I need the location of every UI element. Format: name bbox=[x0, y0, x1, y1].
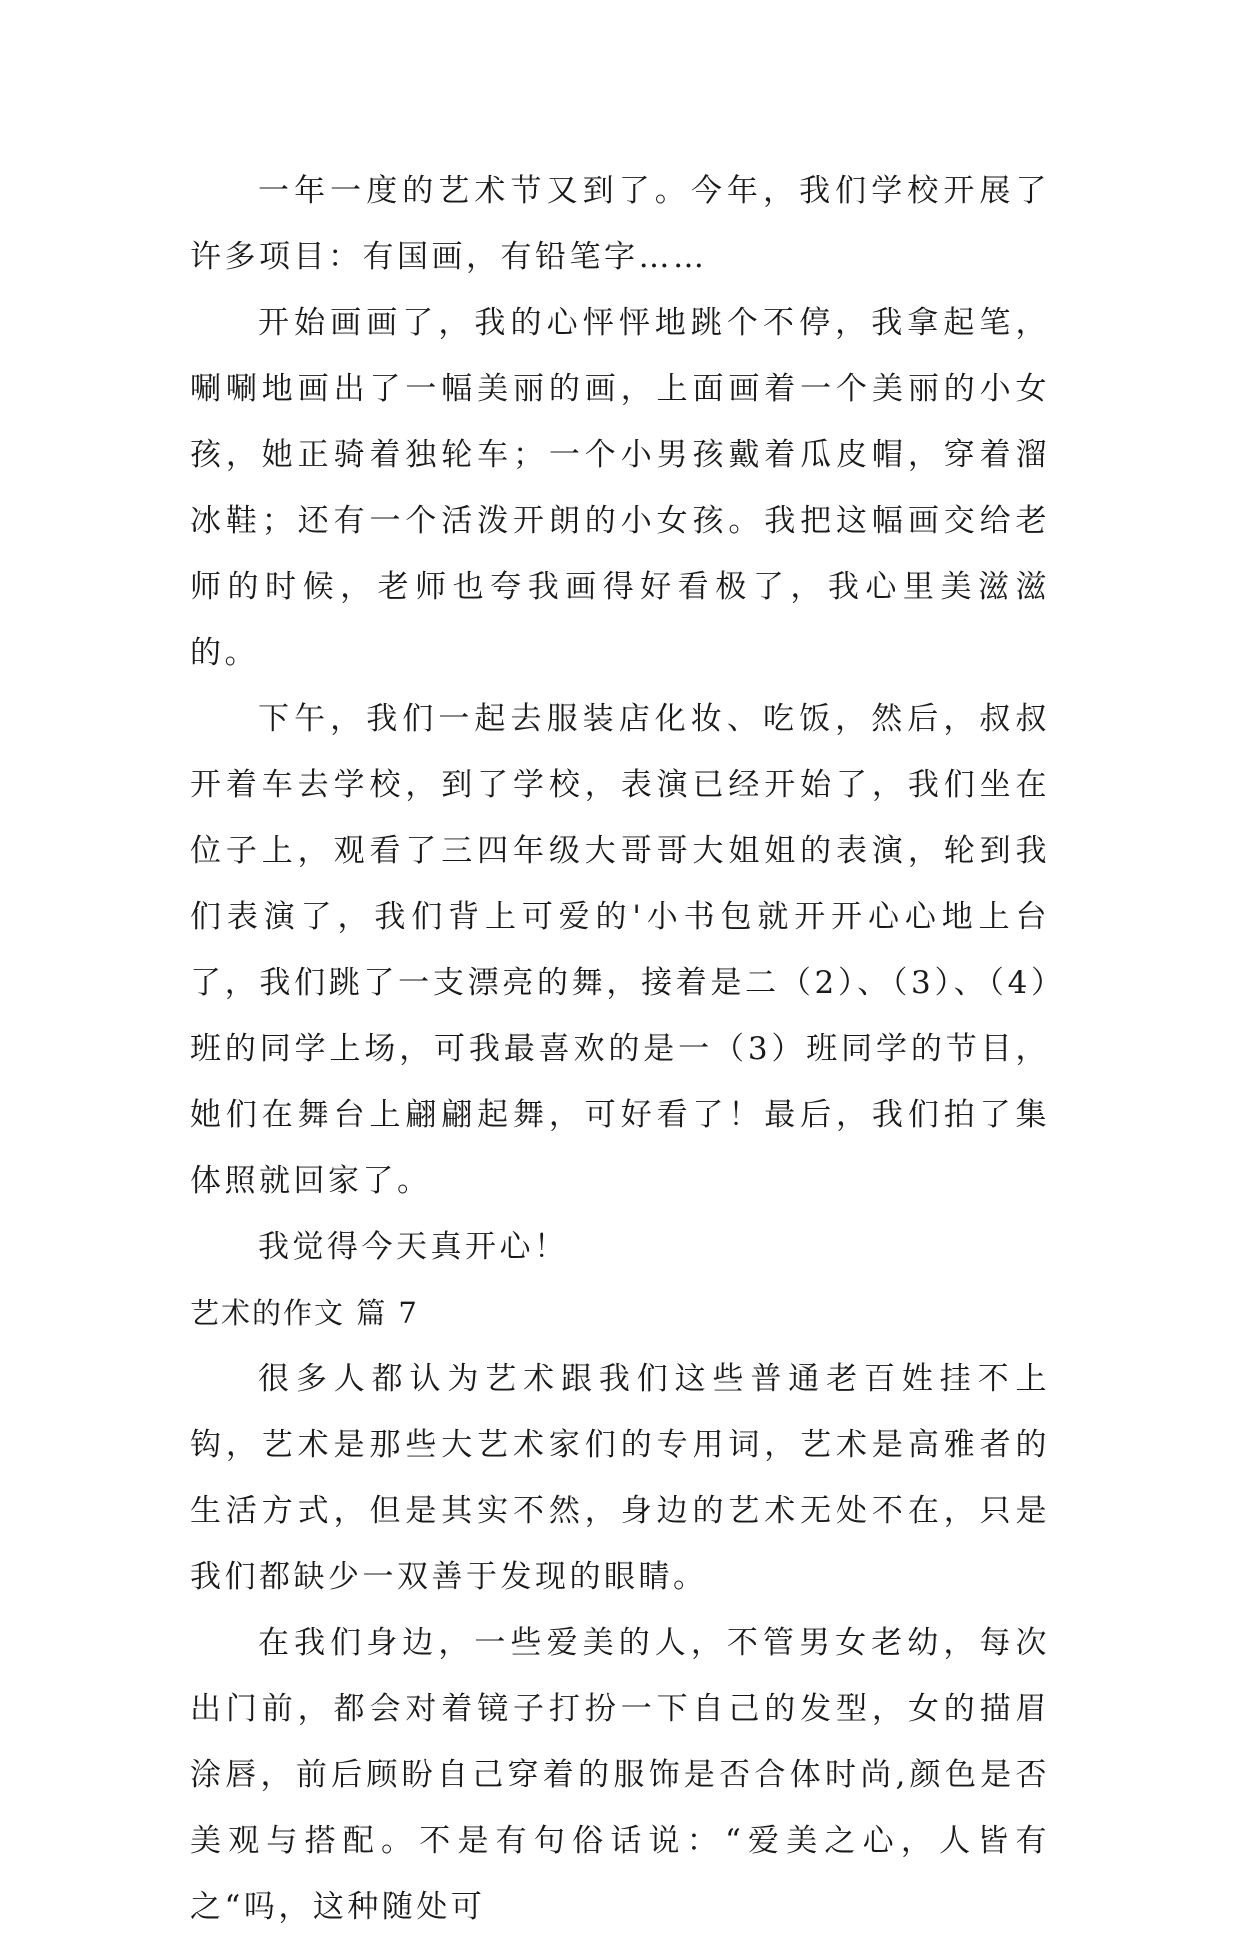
paragraph-drawing: 开始画画了，我的心怦怦地跳个不停，我拿起笔，唰唰地画出了一幅美丽的画，上面画着一个美丽的小女孩，她正骑着独轮车；一个小男孩戴着瓜皮帽，穿着溜冰鞋；还有一个活泼开朗的小女孩。我把这幅画交给老师的时候，老师也夸我画得好看极了，我心里美滋滋的。 bbox=[190, 305, 1050, 671]
paragraph-art-everywhere: 很多人都认为艺术跟我们这些普通老百姓挂不上钩，艺术是那些大艺术家们的专用词，艺术是高雅者的生活方式，但是其实不然，身边的艺术无处不在，只是我们都缺少一双善于发现的眼睛。 bbox=[190, 1361, 1050, 1595]
paragraph-beauty: 在我们身边，一些爱美的人，不管男女老幼，每次出门前，都会对着镜子打扮一下自己的发型，女的描眉涂唇，前后顾盼自己穿着的服饰是否合体时尚,颜色是否美观与搭配。不是有句俗话说：“爱美之心，人皆有之“吗，这种随处可 bbox=[190, 1625, 1050, 1925]
document-page bbox=[190, 158, 1050, 1940]
paragraph-conclusion: 我觉得今天真开心！ bbox=[258, 1229, 569, 1265]
paragraph-performance: 下午，我们一起去服装店化妆、吃饭，然后，叔叔开着车去学校，到了学校，表演已经开始了，我们坐在位子上，观看了三四年级大哥哥大姐姐的表演，轮到我们表演了，我们背上可爱的'小书包就开开心心地上台了，我们跳了一支漂亮的舞，接着是二（2）、（3）、（4）班的同学上场，可我最喜欢的是一（3）班同学的节目，她们在舞台上翩翩起舞，可好看了！最后，我们拍了集体照就回家了。 bbox=[190, 701, 1050, 1199]
section-title: 艺术的作文 篇 7 bbox=[190, 1296, 419, 1330]
paragraph-art-festival-intro: 一年一度的艺术节又到了。今年，我们学校开展了许多项目：有国画，有铅笔字…… bbox=[190, 173, 1050, 275]
